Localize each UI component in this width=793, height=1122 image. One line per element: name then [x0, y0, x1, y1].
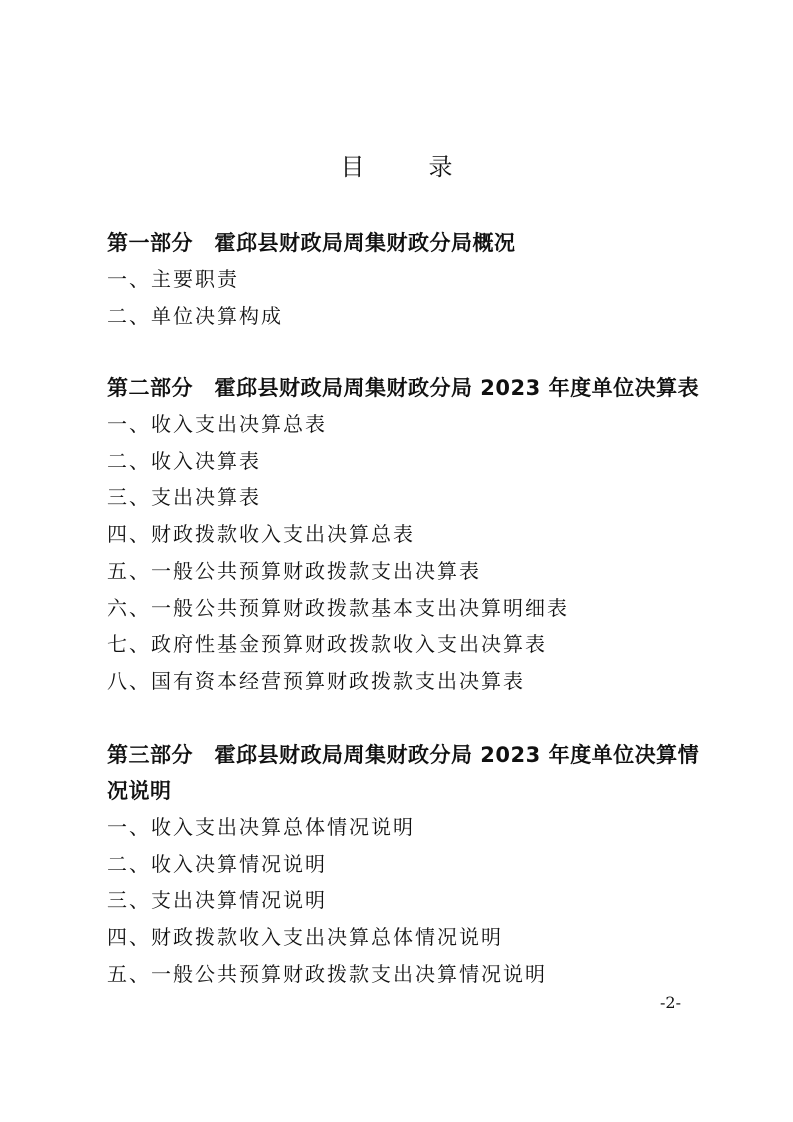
part-heading: 第二部分 霍邱县财政局周集财政分局 2023 年度单位决算表 [107, 376, 700, 400]
toc-part-3 [107, 737, 707, 993]
toc-item: 一、主要职责 [107, 267, 239, 291]
toc-item: 二、收入决算情况说明 [107, 851, 327, 876]
toc-part-1 [107, 225, 707, 334]
toc-part-2 [107, 370, 707, 700]
toc-item: 七、政府性基金预算财政拨款收入支出决算表 [107, 632, 547, 657]
toc-item: 六、一般公共预算财政拨款基本支出决算明细表 [107, 595, 569, 620]
toc-item: 五、一般公共预算财政拨款支出决算表 [107, 558, 481, 583]
toc-item: 八、国有资本经营预算财政拨款支出决算表 [107, 668, 525, 693]
page-number: -2- [660, 993, 681, 1012]
part-heading: 第三部分 霍邱县财政局周集财政分局 2023 年度单位决算情况说明 [107, 743, 700, 803]
toc-item: 一、收入支出决算总表 [107, 412, 327, 436]
part-heading: 第一部分 霍邱县财政局周集财政分局概况 [107, 231, 516, 255]
toc-item: 二、单位决算构成 [107, 303, 283, 328]
toc-item: 三、支出决算情况说明 [107, 888, 327, 913]
toc-item: 五、一般公共预算财政拨款支出决算情况说明 [107, 961, 547, 986]
toc-item: 三、支出决算表 [107, 485, 261, 510]
page-title: 目 录 [340, 153, 473, 181]
toc-item: 四、财政拨款收入支出决算总体情况说明 [107, 925, 503, 950]
toc-item: 四、财政拨款收入支出决算总表 [107, 522, 415, 547]
toc-item: 一、收入支出决算总体情况说明 [107, 815, 415, 839]
toc-item: 二、收入决算表 [107, 448, 261, 473]
